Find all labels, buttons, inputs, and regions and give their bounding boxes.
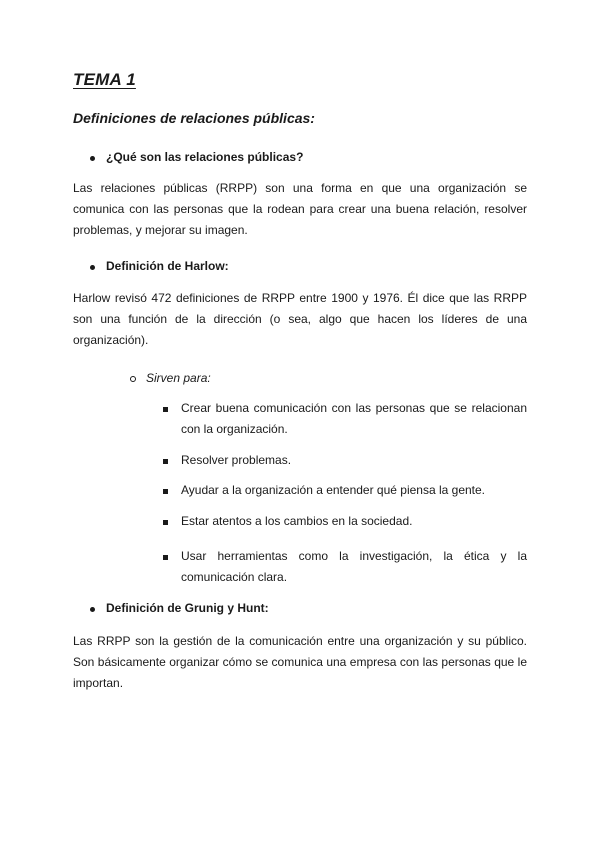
paragraph-grunig-hunt: Las RRPP son la gestión de la comunicación entre una organización y su público. Son básicamente organizar cómo se comunica una empresa con las personas que le importan. (73, 634, 527, 690)
sub-heading-serve-for: Sirven para: (146, 371, 211, 385)
list-item (163, 480, 527, 501)
filled-bullet-icon (90, 156, 95, 161)
list-item (163, 450, 527, 471)
list-item-text: Usar herramientas como la investigación, la ética y la comunicación clara. (181, 549, 527, 584)
list-item (163, 511, 527, 532)
square-bullet-icon (163, 459, 168, 464)
page-title: TEMA 1 (73, 70, 136, 89)
square-bullet-icon (163, 555, 168, 560)
sub-bullet-serve-for (130, 371, 211, 385)
heading-harlow: Definición de Harlow: (106, 259, 229, 273)
heading-grunig-hunt: Definición de Grunig y Hunt: (106, 601, 269, 615)
hollow-bullet-icon (130, 376, 136, 382)
bullet-heading-harlow (90, 259, 229, 273)
square-bullet-icon (163, 489, 168, 494)
square-bullet-icon (163, 520, 168, 525)
paragraph-harlow: Harlow revisó 472 definiciones de RRPP entre 1900 y 1976. Él dice que las RRPP son una función de la dirección (o sea, algo que hacen los líderes de una organización). (73, 291, 527, 347)
bullet-heading-grunig-hunt (90, 601, 269, 615)
filled-bullet-icon (90, 607, 95, 612)
list-item-text: Resolver problemas. (181, 453, 292, 467)
bullet-heading-what-are-pr (90, 150, 303, 164)
list-item-text: Crear buena comunicación con las personas que se relacionan con la organización. (181, 401, 527, 436)
list-item (163, 398, 527, 440)
list-item-text: Estar atentos a los cambios en la sociedad. (181, 514, 413, 528)
filled-bullet-icon (90, 265, 95, 270)
heading-what-are-pr: ¿Qué son las relaciones públicas? (106, 150, 304, 164)
square-bullet-icon (163, 407, 168, 412)
section-subtitle: Definiciones de relaciones públicas: (73, 110, 315, 126)
list-item (163, 546, 527, 588)
list-item-text: Ayudar a la organización a entender qué piensa la gente. (181, 483, 486, 497)
paragraph-what-are-pr: Las relaciones públicas (RRPP) son una forma en que una organización se comunica con las personas que la rodean para crear una buena relación, resolver problemas, y mejorar su imagen. (73, 181, 527, 237)
